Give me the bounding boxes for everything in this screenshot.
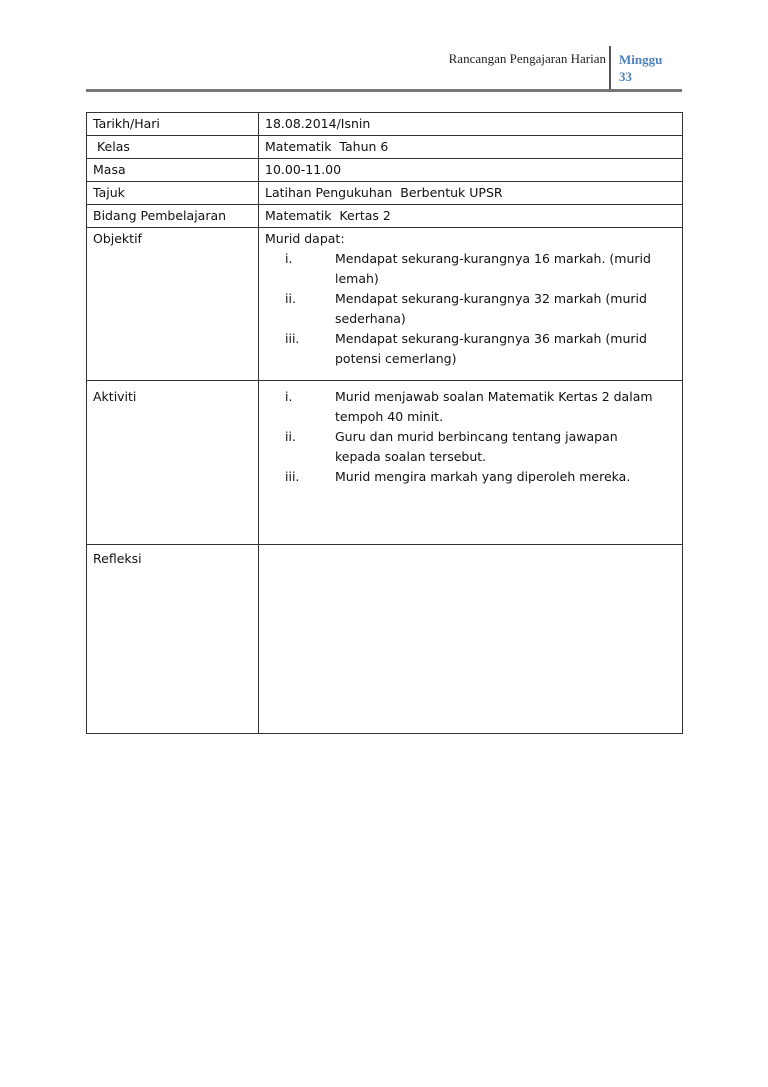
list-text: Mendapat sekurang-kurangnya 16 markah. (murid lemah) (335, 251, 651, 286)
aktiviti-cell (259, 381, 683, 545)
list-text: Mendapat sekurang-kurangnya 36 markah (murid potensi cemerlang) (335, 331, 647, 366)
list-number: iii. (285, 469, 300, 484)
list-text: Mendapat sekurang-kurangnya 32 markah (murid sederhana) (335, 291, 647, 326)
aktiviti-row (87, 381, 683, 545)
list-item (265, 329, 676, 369)
refleksi-label: Refleksi (87, 545, 259, 734)
objektif-row (87, 228, 683, 381)
table-row (87, 136, 683, 159)
header-rule (86, 89, 682, 92)
objektif-list (265, 249, 676, 369)
list-item (265, 289, 676, 329)
lesson-plan-table (86, 112, 683, 734)
list-text: Guru dan murid berbincang tentang jawapan kepada soalan tersebut. (335, 429, 618, 464)
row-value: Latihan Pengukuhan Berbentuk UPSR (259, 182, 683, 205)
list-item (265, 427, 676, 467)
objektif-cell (259, 228, 683, 381)
list-number: i. (285, 389, 293, 404)
header-week (619, 51, 662, 85)
header-week-label: Minggu (619, 52, 663, 67)
list-item (265, 387, 676, 427)
table-row (87, 205, 683, 228)
row-label: Bidang Pembelajaran (87, 205, 259, 228)
row-value: 10.00-11.00 (259, 159, 683, 182)
list-number: ii. (285, 429, 296, 444)
header-week-number: 33 (619, 69, 632, 84)
row-value: Matematik Tahun 6 (259, 136, 683, 159)
row-label: Kelas (87, 136, 259, 159)
table-row (87, 113, 683, 136)
row-label: Tajuk (87, 182, 259, 205)
header-separator (609, 46, 611, 92)
refleksi-cell (259, 545, 683, 734)
aktiviti-list (265, 387, 676, 487)
list-item (265, 467, 676, 487)
row-label: Tarikh/Hari (87, 113, 259, 136)
refleksi-row (87, 545, 683, 734)
row-value: 18.08.2014/Isnin (259, 113, 683, 136)
list-number: iii. (285, 331, 300, 346)
table-row (87, 159, 683, 182)
row-value: Matematik Kertas 2 (259, 205, 683, 228)
header-title: Rancangan Pengajaran Harian (448, 51, 606, 66)
list-text: Murid mengira markah yang diperoleh mereka. (335, 469, 631, 484)
objektif-intro: Murid dapat: (265, 231, 345, 246)
list-number: ii. (285, 291, 296, 306)
objektif-label: Objektif (87, 228, 259, 381)
list-item (265, 249, 676, 289)
list-number: i. (285, 251, 293, 266)
row-label: Masa (87, 159, 259, 182)
list-text: Murid menjawab soalan Matematik Kertas 2 dalam tempoh 40 minit. (335, 389, 653, 424)
table-row (87, 182, 683, 205)
aktiviti-label: Aktiviti (87, 381, 259, 545)
page-header (86, 46, 682, 92)
